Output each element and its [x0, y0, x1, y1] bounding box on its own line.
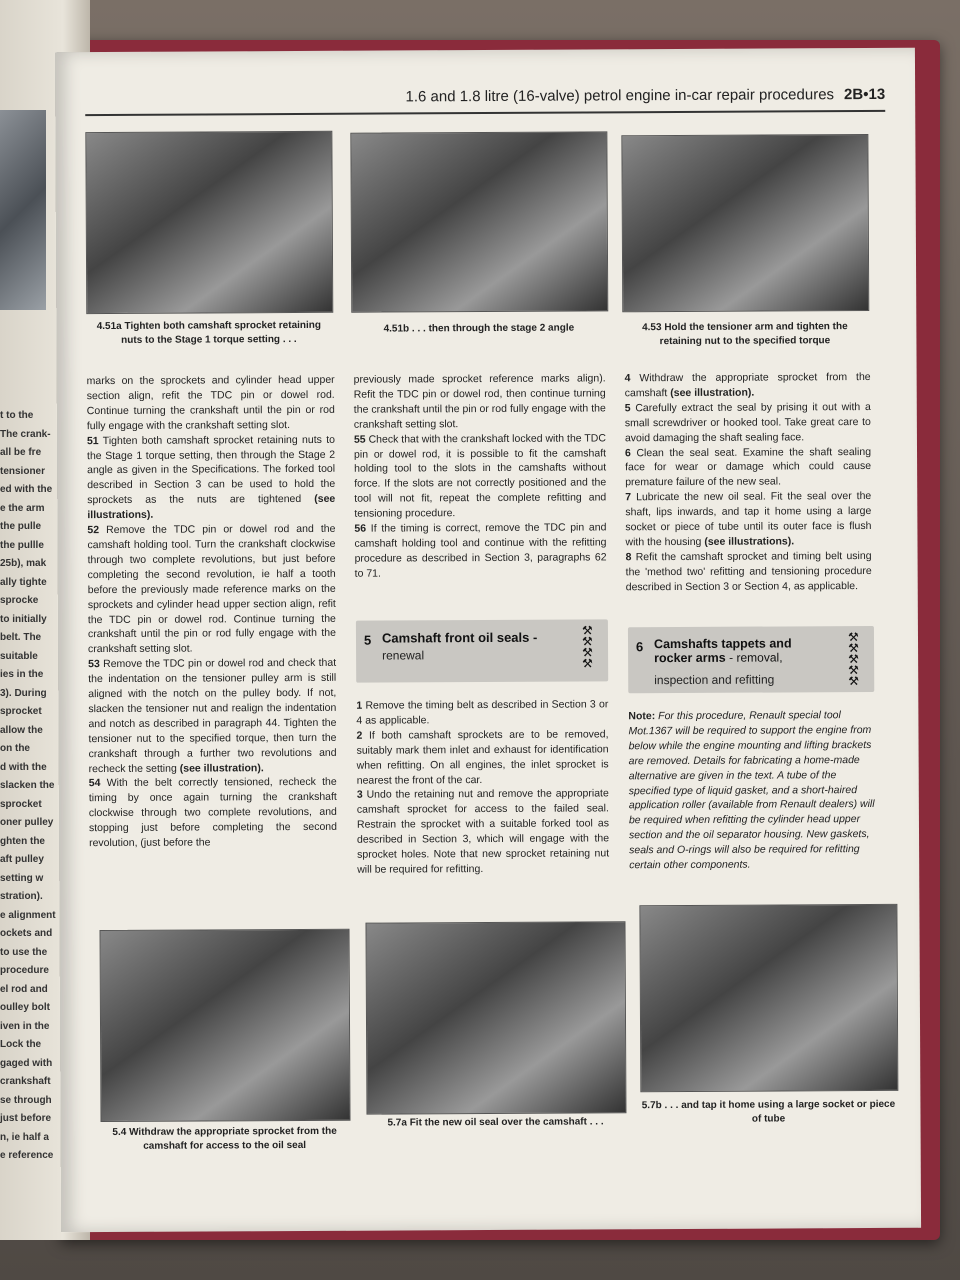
left-page-text-fragment: suitable [0, 650, 38, 662]
section-subtitle-2: inspection and refitting [654, 672, 775, 688]
left-page-text-fragment: ally tighte [0, 576, 47, 588]
sec5-para-8 [626, 549, 872, 595]
para-number: 56 [354, 522, 367, 535]
sec5-para-6 [625, 445, 871, 491]
photo-5-7b [639, 904, 898, 1092]
para-text: Remove the TDC pin or dowel rod and the camshaft holding tool. Turn the crankshaft clockwise through two complete revolutions, but just before completing the second revolution, ie half a tooth before the previously made reference marks on the sprockets and cylinder head upper section align, refit the TDC pin or dowel rod. Continue turning the crankshaft until the pin or rod fully engage with the crankshaft setting slot. [87, 522, 336, 656]
left-page-text-fragment: to use the [0, 946, 48, 958]
left-page-text-fragment: oner pulley [0, 817, 54, 828]
photo-5-4 [100, 929, 351, 1122]
para-number: 4 [624, 372, 631, 385]
para-number: 51 [86, 434, 99, 447]
left-page-text-fragment: se through [0, 1094, 52, 1106]
para-text: Remove the timing belt as described in Section 3 or 4 as applicable. [356, 698, 609, 727]
para-text: Undo the retaining nut and remove the appropriate camshaft sprocket for access to the failed seal. Restrain the sprocket with a suitable forked tool as described in Section 3, which will engage with the sprocket holes. Note that new sprocket retaining nut will be required for refitting. [356, 787, 610, 876]
left-page-text-fragment: procedure [0, 965, 49, 976]
section-6-note [628, 708, 875, 873]
sec5-para-2 [356, 727, 608, 788]
left-page-text-fragment: n, ie half a [0, 1131, 49, 1143]
para-number: 7 [625, 491, 632, 504]
col1-para-51 [87, 432, 335, 523]
left-page-text-fragment: ies in the [0, 669, 44, 680]
photo-5-7a [365, 921, 626, 1114]
sec5-para-4 [625, 370, 871, 401]
section-title [654, 636, 792, 665]
note-text: For this procedure, Renault special tool Mot.1367 will be required to support the engine from below while the engine mounting and lifting brackets are removed. Details for fabricating a home-made alternative are given in the text. A tube of the specified type of liquid gasket, and a short-haired application roller (available from Renault dealers) will be required when refitting the cylinder head upper section and the oil separator housing. New gaskets, seals and O-rings will also be required for refitting certain other components. [628, 709, 875, 872]
illustration-ref: (see illustration). [670, 386, 755, 399]
section-title-line-2: rocker arms [654, 650, 726, 666]
left-page-text-fragment: stration). [0, 891, 43, 902]
left-page-text-fragment: sprocket [0, 706, 42, 717]
left-page-text-fragment: slacken the [0, 780, 55, 791]
left-page-text-fragment: allow the [0, 724, 43, 736]
caption-5-7b: 5.7b . . . and tap it home using a large socket or piece of tube [641, 1098, 896, 1125]
sec5-para-7 [625, 489, 871, 550]
col2-para-55 [354, 431, 606, 522]
para-number: 54 [88, 777, 101, 790]
col1-para-1: marks on the sprockets and cylinder head upper section align, refit the TDC pin or dowel rod. Continue turning the crankshaft until the pin or rod fully engage with the crankshaft setting slot. [86, 373, 335, 432]
page-number: 2B•13 [843, 85, 886, 104]
section-6-heading-box [628, 626, 874, 693]
left-page-text-fragment: tensioner [0, 465, 46, 477]
photo-4-51a [85, 131, 333, 314]
left-page-text-fragment: e the arm [0, 502, 45, 514]
para-text: If both camshaft sprockets are to be removed, suitably mark them inlet and exhaust for identification when refitting. On all engines, the inlet sprocket is nearest the front of the car. [356, 728, 609, 787]
left-page-text-fragment: belt. The [0, 632, 42, 643]
left-page-text-fragment: sprocket [0, 798, 42, 810]
left-page-text-fragment: The crank- [0, 428, 51, 440]
col2-para-56 [354, 520, 606, 581]
col1-para-54 [89, 775, 337, 851]
para-text: If the timing is correct, remove the TDC pin and camshaft holding tool and continue with the refitting procedure as described in Section 3, paragraphs 62 to 71. [354, 521, 607, 580]
para-text: With the belt correctly tensioned, recheck the timing by once again turning the crankshaft clockwise through two complete revolutions, and stopping just before completing the second revolution, (just before the [88, 776, 338, 850]
caption-5-7a: 5.7a Fit the new oil seal over the camshaft . . . [387, 1116, 604, 1129]
para-number: 6 [624, 446, 631, 459]
para-text: Lubricate the new oil seal. Fit the seal over the shaft, lips inwards, and tap it home using a large socket or piece of tube until its outer face is flush with the housing [625, 490, 872, 549]
section-5-heading-box [356, 619, 608, 682]
para-number: 3 [356, 789, 363, 802]
para-text: Remove the TDC pin or dowel rod and check that the indentation on the tensioner pulley arm is still aligned with the notch on the pulley body. If not, slacken the tensioner nut and realign the indentation and notch as described in paragraph 44. Tighten the tensioner nut to the specified torque, then turn the crankshaft through a further two revolutions and recheck the setting [88, 657, 337, 775]
left-page-text-fragment: iven in the [0, 1020, 50, 1032]
text-column-3 [625, 370, 872, 595]
para-number: 1 [356, 699, 363, 712]
caption-4-51b: 4.51b . . . then through the stage 2 angle [383, 322, 575, 335]
left-page-text-fragment: Lock the [0, 1039, 42, 1050]
illustration-ref: (see illustrations). [704, 535, 795, 548]
left-page-text-fragment: oulley bolt [0, 1002, 50, 1013]
left-page-text-fragment: to initially [0, 613, 47, 625]
left-page-text-fragment: setting w [0, 872, 44, 884]
section-number: 6 [635, 639, 644, 655]
page-header [325, 86, 885, 106]
section-5-body [356, 697, 609, 877]
text-column-1 [87, 373, 337, 851]
para-number: 5 [624, 402, 631, 415]
left-page-text-fragment: e alignment [0, 909, 56, 921]
left-page-text-fragment: t to the [0, 410, 34, 421]
left-page-text-fragment: el rod and [0, 983, 48, 995]
para-number: 2 [356, 729, 363, 742]
header-title: 1.6 and 1.8 litre (16-valve) petrol engine in-car repair procedures [405, 86, 835, 106]
section-number: 5 [363, 632, 372, 648]
para-number: 55 [353, 433, 366, 446]
left-page-text-fragment: 3). During [0, 687, 47, 699]
col1-para-53 [88, 656, 337, 777]
para-text: Carefully extract the seal by prising it out with a small screwdriver or hooked tool. Take great care to avoid damaging the shaft sealing face. [624, 400, 871, 444]
caption-4-51a: 4.51a Tighten both camshaft sprocket retaining nuts to the Stage 1 torque setting . . . [96, 319, 322, 346]
left-page-text-fragment: ed with the [0, 484, 53, 495]
para-text: Refit the camshaft sprocket and timing belt using the 'method two' refitting and tensioning procedure described in Section 3 or Section 4, as applicable. [625, 549, 872, 593]
para-text: Withdraw the appropriate sprocket from the camshaft [624, 370, 871, 400]
left-page-text-fragment: d with the [0, 761, 47, 773]
spanner-rating-icon: ⚒ ⚒ ⚒ ⚒ ⚒ [847, 630, 860, 689]
para-text: Check that with the crankshaft locked with the TDC pin or dowel rod, it is possible to fit the camshaft holding tool to the slots in the camshafts without force. If the slots are not correctly positioned and the tool will not fit, repeat the complete refitting and tensioning procedure. [353, 432, 607, 520]
para-text: Clean the seal seat. Examine the shaft sealing face for wear or damage which could cause premature failure of the new seal. [625, 445, 872, 489]
left-page-text-fragment: ockets and [0, 928, 53, 939]
illustration-ref: (see illustrations). [87, 493, 336, 522]
para-text: Tighten both camshaft sprocket retaining nuts to the Stage 1 torque setting, then through the Stage 2 angle as given in the Specifications. The forked tool described in Section 3 can be used to hold the sprockets as the nuts are tightened [86, 433, 336, 507]
spanner-rating-icon: ⚒ ⚒ ⚒ ⚒ [581, 623, 593, 671]
header-rule [85, 110, 885, 116]
left-page-text-fragment: the pullle [0, 539, 44, 551]
left-page-text-fragment: all be fre [0, 447, 42, 458]
photo-4-51b [350, 131, 608, 312]
left-page-text-fragment: 25b), mak [0, 558, 47, 569]
left-page-text-fragment: on the [0, 743, 30, 754]
para-number: 8 [625, 551, 632, 564]
note-label: Note: [628, 710, 656, 723]
left-page-text-fragment: the pulle [0, 521, 42, 532]
text-column-2 [354, 371, 607, 581]
sec5-para-5 [625, 400, 871, 446]
left-page-text-fragment: crankshaft [0, 1076, 51, 1087]
caption-5-4: 5.4 Withdraw the appropriate sprocket from the camshaft for access to the oil seal [112, 1125, 337, 1152]
left-page-text-fragment: gaged with [0, 1057, 53, 1069]
sec5-para-3 [357, 787, 609, 878]
section-title: Camshaft front oil seals - [381, 629, 538, 646]
photo-4-53 [621, 134, 869, 312]
para-number: 52 [87, 524, 100, 537]
section-subtitle: renewal [382, 648, 425, 663]
left-page-text-fragment: e reference [0, 1150, 54, 1161]
section-subtitle: - removal, [729, 650, 783, 665]
left-page-text-fragment: sprocke [0, 595, 39, 606]
para-number: 53 [88, 658, 100, 671]
left-page-text-fragment: just before [0, 1113, 52, 1124]
col1-para-52 [87, 522, 336, 657]
sec5-para-1 [356, 697, 608, 728]
left-page-text-fragment: ghten the [0, 835, 45, 847]
right-page [55, 48, 921, 1232]
section-title-line-1: Camshafts tappets and [653, 636, 792, 652]
left-page-text-fragment: aft pulley [0, 854, 44, 865]
col2-para-1: previously made sprocket reference marks align). Refit the TDC pin or dowel rod, then continue turning the crankshaft until the pin or rod fully engage with the crankshaft setting slot. [353, 372, 606, 431]
caption-4-53: 4.53 Hold the tensioner arm and tighten the retaining nut to the specified torque [642, 321, 848, 347]
left-page-photo [0, 110, 46, 310]
illustration-ref: (see illustration). [179, 761, 264, 775]
